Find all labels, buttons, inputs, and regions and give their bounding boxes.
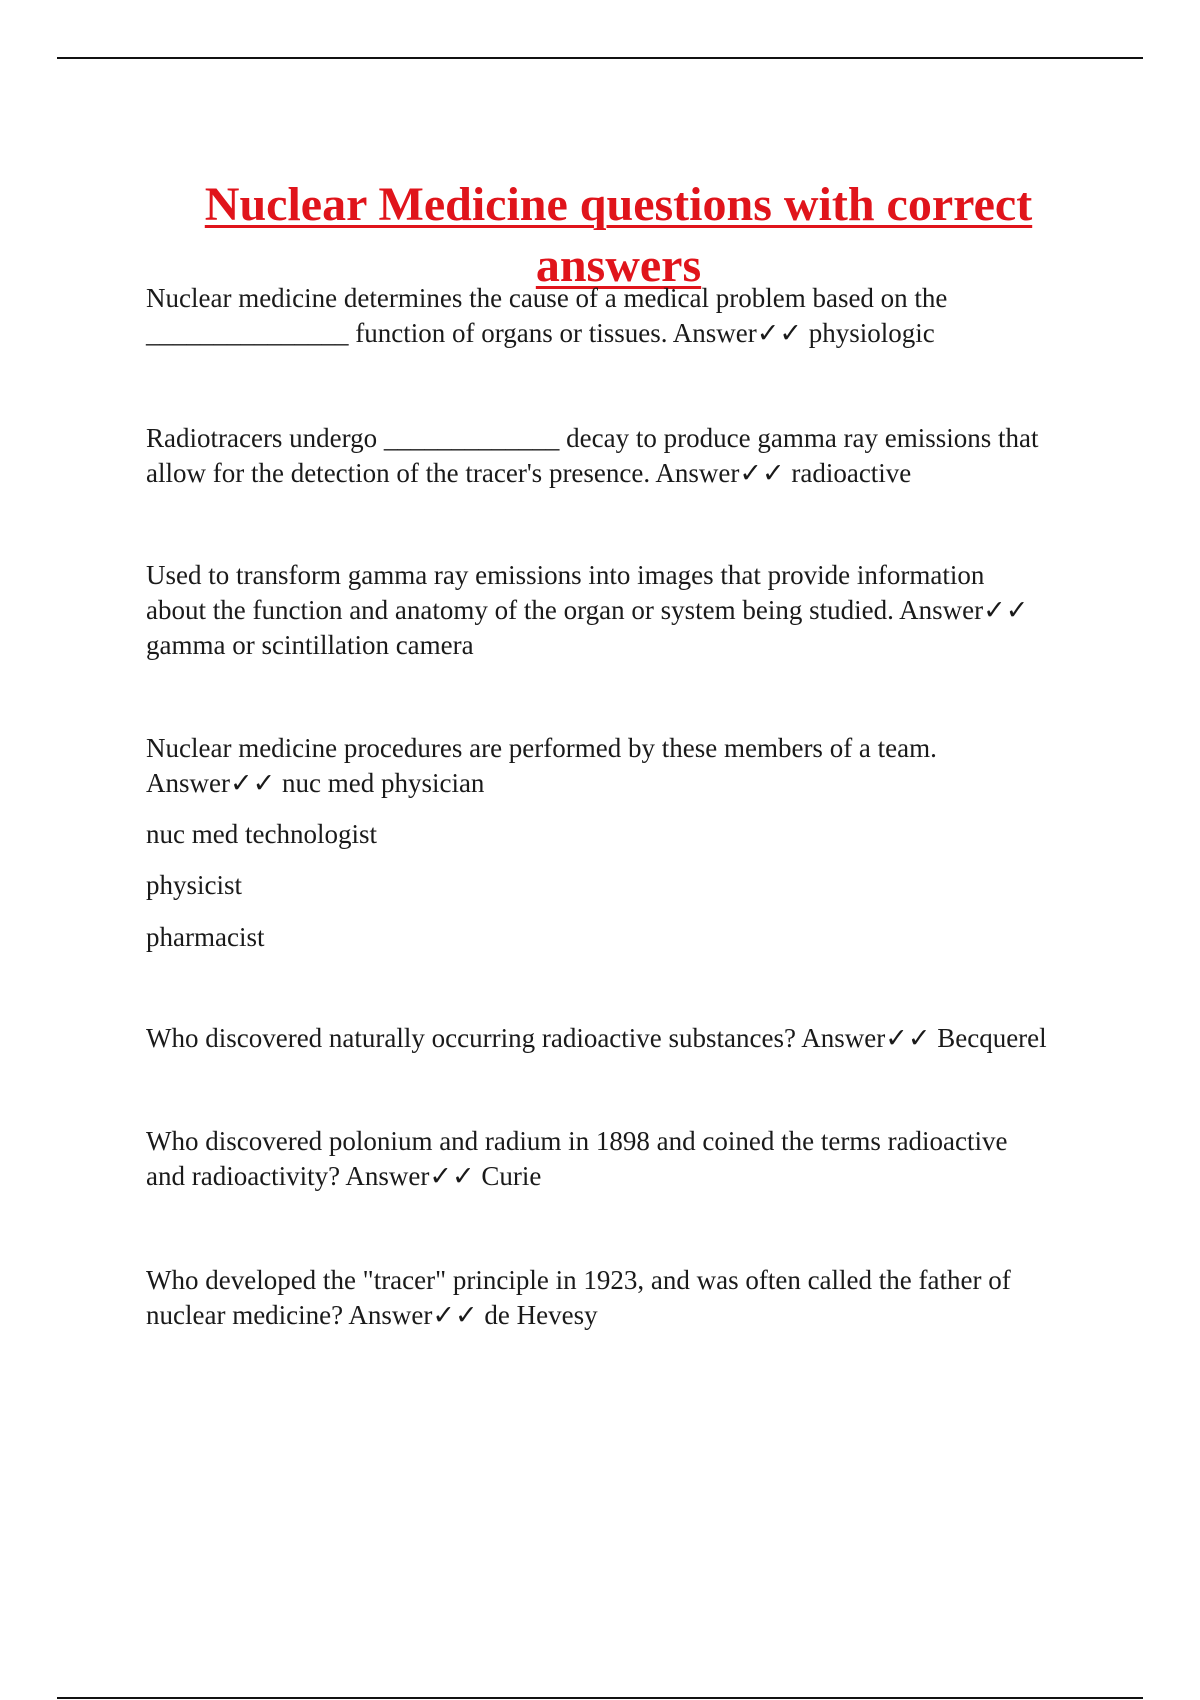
q4-line-1: Nuclear medicine procedures are performed by these members of a team. [146, 733, 937, 763]
question-3 [146, 558, 1096, 663]
question-6 [146, 1124, 1096, 1194]
q7-line-1: Who developed the "tracer" principle in 1923, and was often called the father of [146, 1265, 1011, 1295]
team-member-pharmacist: pharmacist [146, 922, 265, 952]
team-member-technologist: nuc med technologist [146, 819, 377, 849]
q4-line-2: Answer✓✓ nuc med physician [146, 768, 485, 798]
bottom-rule [57, 1697, 1143, 1699]
q1-line-2: _______________ function of organs or tissues. Answer✓✓ physiologic [146, 318, 935, 348]
top-rule [57, 57, 1143, 59]
question-1 [146, 281, 1096, 351]
q2-line-2: allow for the detection of the tracer's presence. Answer✓✓ radioactive [146, 458, 912, 488]
q5-line-1: Who discovered naturally occurring radioactive substances? Answer✓✓ Becquerel [146, 1023, 1047, 1053]
team-member-physicist: physicist [146, 870, 243, 900]
q3-line-2: about the function and anatomy of the organ or system being studied. Answer✓✓ [146, 595, 1029, 625]
question-4 [146, 731, 1096, 801]
question-5 [146, 1021, 1146, 1056]
q3-line-1: Used to transform gamma ray emissions into images that provide information [146, 560, 985, 590]
document-title [0, 174, 1200, 296]
q6-line-1: Who discovered polonium and radium in 1898 and coined the terms radioactive [146, 1126, 1008, 1156]
q1-line-1: Nuclear medicine determines the cause of a medical problem based on the [146, 283, 948, 313]
q6-line-2: and radioactivity? Answer✓✓ Curie [146, 1161, 542, 1191]
title-line-2: answers [535, 239, 702, 293]
q3-line-3: gamma or scintillation camera [146, 630, 474, 660]
question-7 [146, 1263, 1096, 1333]
q7-line-2: nuclear medicine? Answer✓✓ de Hevesy [146, 1300, 598, 1330]
question-2 [146, 421, 1096, 491]
title-line-1: Nuclear Medicine questions with correct [204, 178, 1033, 232]
q2-line-1: Radiotracers undergo _____________ decay to produce gamma ray emissions that [146, 423, 1039, 453]
